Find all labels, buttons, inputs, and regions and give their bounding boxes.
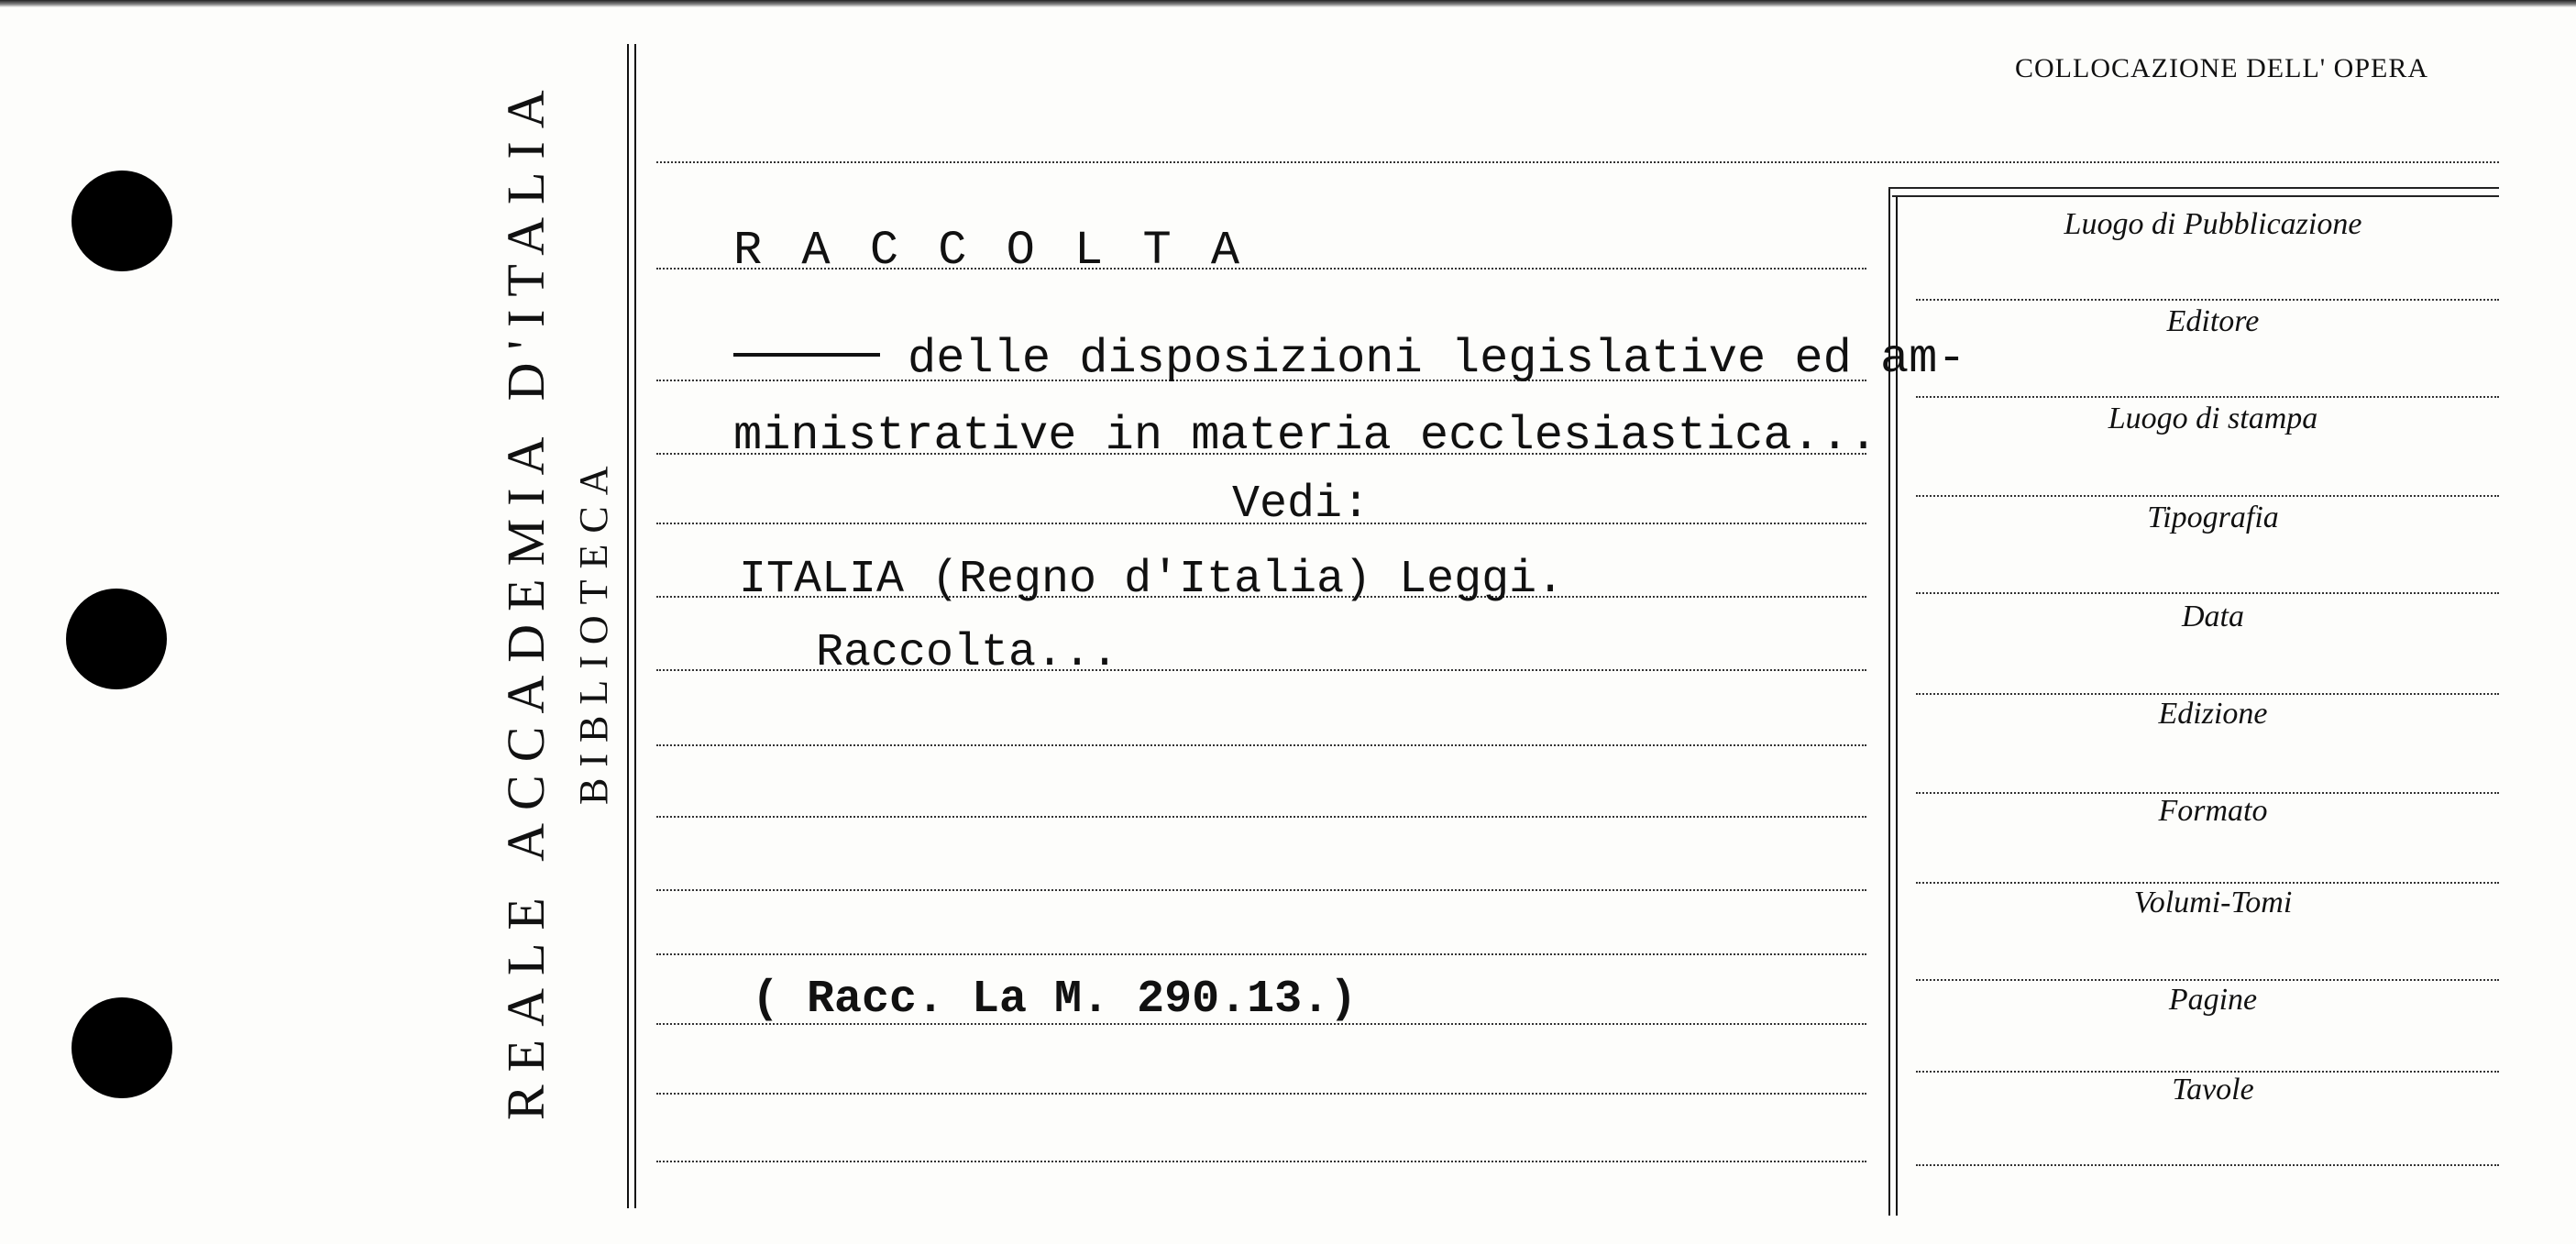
department-heading: BIBLIOTECA bbox=[571, 455, 616, 805]
punch-hole-bottom bbox=[72, 997, 172, 1098]
ruled-line bbox=[656, 889, 1866, 891]
field-label-edizione: Edizione bbox=[2158, 697, 2268, 731]
shelfmark: ( Racc. La M. 290.13.) bbox=[752, 974, 1358, 1026]
field-line bbox=[1916, 396, 2499, 398]
card-top-edge bbox=[0, 0, 2576, 7]
ruled-line bbox=[656, 1093, 1866, 1095]
field-label-formato: Formato bbox=[2158, 794, 2268, 828]
ruled-line bbox=[656, 953, 1866, 955]
field-line bbox=[1916, 1164, 2499, 1166]
see-line-2: Raccolta... bbox=[816, 627, 1119, 679]
field-label-tavole: Tavole bbox=[2172, 1073, 2254, 1106]
punch-hole-top bbox=[72, 171, 172, 271]
field-label-pagine: Pagine bbox=[2168, 983, 2258, 1017]
left-rule-outer bbox=[627, 44, 629, 1208]
field-line bbox=[1916, 592, 2499, 594]
field-box-top-inner bbox=[1892, 195, 2499, 197]
ruled-line bbox=[656, 816, 1866, 818]
field-label-data: Data bbox=[2182, 600, 2244, 633]
institution-heading: REALE ACCADEMIA D'ITALIA bbox=[496, 77, 556, 1120]
field-label-volumi-tomi: Volumi-Tomi bbox=[2133, 886, 2293, 919]
punch-hole-middle bbox=[66, 589, 167, 689]
field-label-luogo-stampa: Luogo di stampa bbox=[2108, 402, 2318, 435]
field-line bbox=[1916, 299, 2499, 301]
entry-line-1 bbox=[733, 332, 1966, 386]
see-label: Vedi: bbox=[1232, 479, 1371, 531]
left-rule-inner bbox=[634, 44, 636, 1208]
field-line bbox=[1916, 495, 2499, 497]
title-dash bbox=[733, 353, 880, 357]
field-label-luogo-pubblicazione: Luogo di Pubblicazione bbox=[2064, 207, 2362, 241]
field-line bbox=[1916, 979, 2499, 981]
see-line-1: ITALIA (Regno d'Italia) Leggi. bbox=[739, 554, 1565, 606]
ruled-line-top bbox=[656, 161, 2499, 163]
field-line bbox=[1916, 693, 2499, 695]
ruled-line bbox=[656, 1161, 1866, 1162]
entry-title: R A C C O L T A bbox=[733, 224, 1246, 278]
ruled-line bbox=[656, 744, 1866, 746]
entry-line-1-text: delle disposizioni legislative ed am- bbox=[908, 332, 1966, 386]
field-box-top-outer bbox=[1888, 187, 2499, 189]
entry-line-2: ministrative in materia ecclesiastica... bbox=[733, 409, 1878, 463]
field-label-editore: Editore bbox=[2166, 304, 2260, 338]
location-heading: COLLOCAZIONE DELL' OPERA bbox=[2015, 53, 2429, 83]
field-label-tipografia: Tipografia bbox=[2147, 501, 2279, 534]
field-line bbox=[1916, 882, 2499, 884]
